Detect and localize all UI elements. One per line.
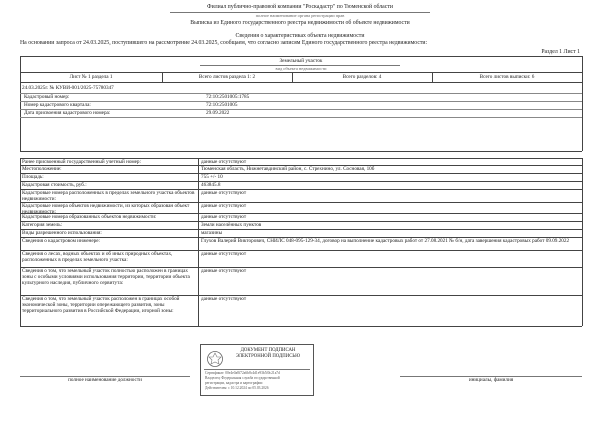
assignment-date-value: 29.09.2022 xyxy=(206,110,230,116)
electronic-signature-stamp xyxy=(200,344,314,396)
request-line: На основании запроса от 24.03.2025, поступившего на рассмотрение 24.03.2025, сообщаем, что согласно записям Единого государственного реестра недвижимости: xyxy=(20,40,428,46)
cadastral-quarter-label: Номер кадастрового квартала: xyxy=(24,102,91,108)
sheets-total: Всего листов выписки: 6 xyxy=(479,74,535,80)
detail-label: Кадастровые номера объектов недвижимости, из которых образован объект недвижимости: xyxy=(22,203,190,213)
stamp-owner-cont: регистрации, кадастра и картографии xyxy=(205,381,263,385)
detail-value: данные отсутствуют xyxy=(201,251,247,257)
table-top-border xyxy=(20,56,582,57)
detail-label: Виды разрешенного использования: xyxy=(22,230,102,236)
emblem-icon xyxy=(206,350,224,368)
detail-value: данные отсутствуют xyxy=(201,296,247,302)
detail-label: Сведения о лесах, водных объектах и об иных природных объектах, расположенных в пределах земельного участка: xyxy=(22,251,173,263)
detail-label: Кадастровые номера расположенных в пределах земельного участка объектов недвижимости: xyxy=(22,190,195,202)
document-title: Выписка из Единого государственного реестра недвижимости об объекте недвижимости xyxy=(190,20,410,26)
section-title: Сведения о характеристиках объекта недвижимости xyxy=(235,33,365,39)
detail-label: Местоположение: xyxy=(22,166,62,172)
stamp-validity: Действителен: с 10.12.2024 по 05.03.2026 xyxy=(205,386,269,390)
table-right-border xyxy=(582,56,583,151)
record-date-number: 24.03.2025г. № КУВИ-001/2025-75780347 xyxy=(22,85,114,91)
stamp-subtitle: ЭЛЕКТРОННОЙ ПОДПИСЬЮ xyxy=(235,354,301,359)
stamp-title: ДОКУМЕНТ ПОДПИСАН xyxy=(240,348,296,353)
object-type-caption: вид объекта недвижимости xyxy=(275,66,327,71)
detail-label: Сведения о кадастровом инженере: xyxy=(22,238,100,244)
detail-value: 755 +/- 10 xyxy=(201,174,223,180)
stamp-certificate: Сертификат: 00e4e0a8f72a6b8c4d1e93b5f0c21a7d xyxy=(205,371,280,375)
detail-value: 463845.8 xyxy=(201,182,221,188)
org-line: Филиал публично-правовой компании "Роскадастр" по Тюменской области xyxy=(207,4,393,10)
detail-value: Глухов Валерий Викторович, СНИЛС 048-095-129-34, договор на выполнение кадастровых работ от 27.08.2021 № б/н, дата завершения кадастровых работ 09.09.2022 xyxy=(201,238,570,244)
details-left-border xyxy=(20,158,21,326)
detail-label: Кадастровая стоимость, руб.: xyxy=(22,182,87,188)
table-bottom-border xyxy=(20,151,582,152)
sheet-row-top xyxy=(20,72,582,73)
cadastral-quarter-value: 72:10:2501005 xyxy=(206,102,238,108)
detail-value: данные отсутствуют xyxy=(201,159,247,165)
detail-row-border xyxy=(20,326,582,327)
detail-value: данные отсутствуют xyxy=(201,268,247,274)
detail-value: данные отсутствуют xyxy=(201,203,247,209)
detail-label: Сведения о том, что земельный участок полностью расположен в границах зоны с особыми условиями использования территории, территории объекта культурного наследия, публичного сервитута: xyxy=(22,268,190,286)
sheets-in-section: Всего листов раздела 1: 2 xyxy=(198,74,256,80)
cadastral-number-value: 72:10:2501005:1785 xyxy=(206,94,250,100)
stamp-divider xyxy=(204,369,310,370)
detail-label: Категория земель: xyxy=(22,222,63,228)
name-caption: инициалы, фамилия xyxy=(468,377,514,383)
detail-label: Кадастровые номера образованных объектов недвижимости: xyxy=(22,214,157,220)
sections-total: Всего разделов: 4 xyxy=(342,74,382,80)
detail-value: Земли населённых пунктов xyxy=(201,222,262,228)
cadastral-number-label: Кадастровый номер: xyxy=(24,94,70,100)
position-caption: полное наименование должности xyxy=(68,377,142,383)
object-type: Земельный участок xyxy=(279,58,323,64)
sheet-number: Лист № 1 раздела 1 xyxy=(69,74,113,80)
page-reference: Раздел 1 Лист 1 xyxy=(541,49,580,55)
assignment-date-label: Дата присвоения кадастрового номера: xyxy=(24,110,111,116)
detail-value: данные отсутствуют xyxy=(201,214,247,220)
sheet-row-bottom xyxy=(20,82,582,83)
org-caption: полное наименование органа регистрации прав xyxy=(255,13,345,18)
detail-value: магазины xyxy=(201,230,223,236)
detail-label: Площадь: xyxy=(22,174,44,180)
details-column-divider xyxy=(198,158,199,326)
detail-label: Сведения о том, что земельный участок расположен в границах особой экономической зоны, территории опережающего развития, зоны территориального развития в Российской Федерации, игорной зоны: xyxy=(22,296,180,314)
record-line-3 xyxy=(20,117,582,118)
detail-value: данные отсутствуют xyxy=(201,190,247,196)
stamp-owner: Владелец: Федеральная служба государственной xyxy=(205,376,280,380)
details-right-border xyxy=(582,158,583,326)
detail-label: Ранее присвоенный государственный учетный номер: xyxy=(22,159,141,165)
detail-value: Тюменская область, Нижнетавдинский район, с. Стрехнино, ул. Сосновая, 10б xyxy=(201,166,375,172)
